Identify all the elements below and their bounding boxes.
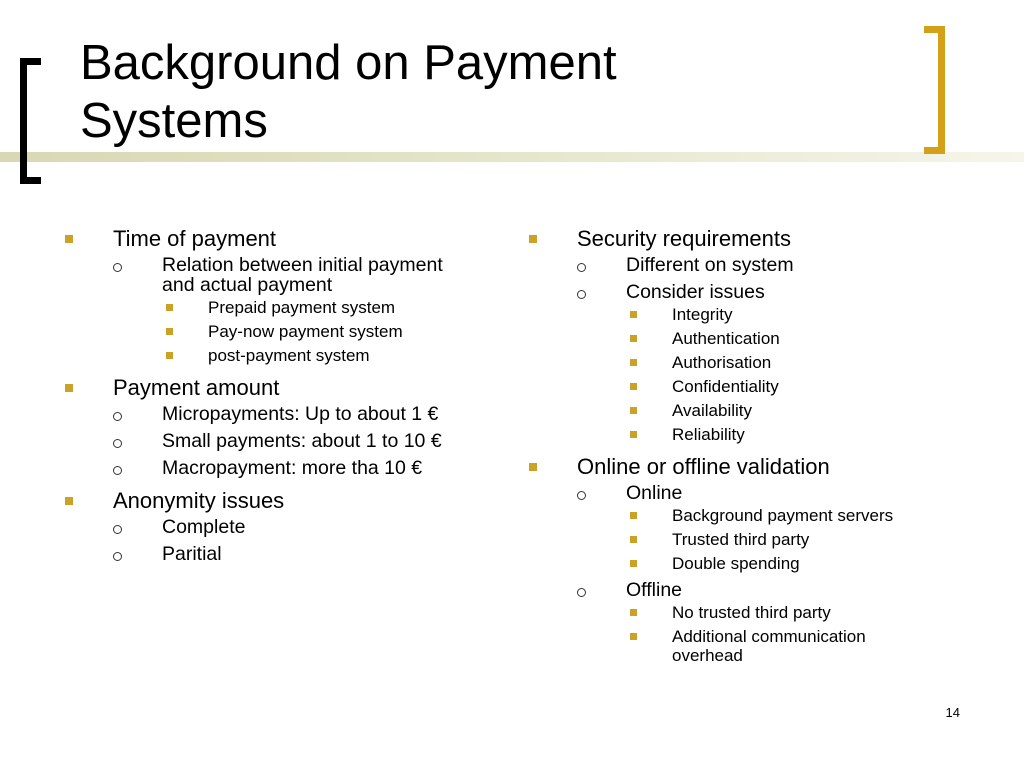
small-square-bullet-icon [630, 311, 637, 318]
sub-sub-bullet-text: Reliability [672, 425, 745, 444]
slide-title: Background on Payment Systems [80, 36, 617, 148]
sub-sub-bullet-item [626, 425, 966, 444]
sub-sub-bullet-item [626, 627, 966, 665]
sub-sub-bullet-text: Trusted third party [672, 530, 810, 549]
sub-sub-bullet-list [626, 603, 966, 665]
sub-sub-bullet-text: Confidentiality [672, 377, 779, 396]
circle-bullet-icon [113, 552, 122, 561]
bullet-item-online-offline-validation [526, 454, 966, 665]
circle-bullet-icon [577, 588, 586, 597]
square-bullet-icon [529, 235, 537, 243]
circle-bullet-icon [113, 263, 122, 272]
circle-bullet-icon [113, 439, 122, 448]
sub-bullet-text: Complete [162, 516, 246, 538]
bullet-text: Time of payment [113, 226, 277, 251]
small-square-bullet-icon [166, 352, 173, 359]
title-accent-band [0, 152, 1024, 162]
sub-sub-bullet-text: Integrity [672, 305, 733, 324]
sub-sub-bullet-text: Availability [672, 401, 753, 420]
small-square-bullet-icon [630, 633, 637, 640]
small-square-bullet-icon [630, 383, 637, 390]
sub-sub-bullet-item [626, 353, 966, 372]
small-square-bullet-icon [630, 431, 637, 438]
sub-sub-bullet-text: Additional communication overhead [672, 627, 866, 665]
square-bullet-icon [65, 497, 73, 505]
sub-bullet-text: Offline [626, 579, 683, 601]
circle-bullet-icon [577, 263, 586, 272]
right-column [526, 226, 966, 665]
left-column [62, 226, 502, 564]
small-square-bullet-icon [630, 407, 637, 414]
sub-sub-bullet-list [162, 298, 502, 365]
sub-bullet-list [113, 517, 502, 564]
sub-sub-bullet-item [626, 377, 966, 396]
bullet-list-left [62, 226, 502, 564]
circle-bullet-icon [113, 525, 122, 534]
circle-bullet-icon [577, 290, 586, 299]
bullet-text: Anonymity issues [113, 488, 285, 513]
square-bullet-icon [65, 384, 73, 392]
square-bullet-icon [65, 235, 73, 243]
sub-bullet-item [577, 255, 966, 275]
bullet-item-payment-amount [62, 375, 502, 478]
sub-bullet-text: Consider issues [626, 281, 765, 303]
sub-bullet-list [113, 255, 502, 365]
bullet-item-anonymity-issues [62, 488, 502, 564]
small-square-bullet-icon [630, 335, 637, 342]
sub-bullet-item [113, 458, 502, 478]
sub-bullet-text: Paritial [162, 543, 222, 565]
right-bracket-decoration [924, 26, 945, 154]
sub-bullet-item [113, 431, 502, 451]
sub-sub-bullet-item [626, 506, 966, 525]
sub-bullet-list [577, 483, 966, 665]
small-square-bullet-icon [630, 359, 637, 366]
circle-bullet-icon [113, 412, 122, 421]
sub-bullet-item [577, 282, 966, 444]
sub-sub-bullet-item [626, 530, 966, 549]
sub-sub-bullet-item [626, 305, 966, 324]
sub-sub-bullet-text: Prepaid payment system [208, 298, 396, 317]
circle-bullet-icon [113, 466, 122, 475]
sub-bullet-text: Different on system [626, 254, 794, 276]
sub-sub-bullet-item [626, 554, 966, 573]
left-bracket-decoration [20, 58, 41, 184]
bullet-text: Payment amount [113, 375, 280, 400]
sub-sub-bullet-text: Double spending [672, 554, 800, 573]
small-square-bullet-icon [166, 328, 173, 335]
sub-bullet-item [113, 544, 502, 564]
sub-bullet-text: Relation between initial payment and actual payment [162, 254, 443, 296]
bullet-list-right [526, 226, 966, 665]
sub-bullet-relation [113, 255, 502, 365]
sub-bullet-text: Micropayments: Up to about 1 € [162, 403, 439, 425]
sub-bullet-offline [577, 580, 966, 665]
small-square-bullet-icon [166, 304, 173, 311]
sub-sub-bullet-text: Authentication [672, 329, 780, 348]
bullet-item-security-requirements [526, 226, 966, 444]
sub-sub-bullet-list [626, 506, 966, 573]
small-square-bullet-icon [630, 512, 637, 519]
sub-sub-bullet-item [162, 346, 502, 365]
small-square-bullet-icon [630, 560, 637, 567]
sub-bullet-text: Online [626, 482, 683, 504]
bullet-item-time-of-payment [62, 226, 502, 365]
bullet-text: Security requirements [577, 226, 791, 251]
sub-bullet-text: Macropayment: more tha 10 € [162, 457, 423, 479]
sub-sub-bullet-item [626, 603, 966, 622]
square-bullet-icon [529, 463, 537, 471]
circle-bullet-icon [577, 491, 586, 500]
sub-bullet-item [113, 404, 502, 424]
small-square-bullet-icon [630, 609, 637, 616]
bullet-text: Online or offline validation [577, 454, 830, 479]
sub-sub-bullet-item [162, 322, 502, 341]
sub-bullet-online [577, 483, 966, 573]
sub-bullet-text: Small payments: about 1 to 10 € [162, 430, 442, 452]
sub-sub-bullet-text: Pay-now payment system [208, 322, 403, 341]
sub-sub-bullet-text: post-payment system [208, 346, 370, 365]
small-square-bullet-icon [630, 536, 637, 543]
sub-sub-bullet-item [626, 401, 966, 420]
sub-sub-bullet-text: No trusted third party [672, 603, 831, 622]
sub-sub-bullet-item [162, 298, 502, 317]
sub-sub-bullet-text: Authorisation [672, 353, 772, 372]
sub-bullet-item [113, 517, 502, 537]
sub-bullet-list [113, 404, 502, 478]
sub-sub-bullet-text: Background payment servers [672, 506, 894, 525]
sub-bullet-list [577, 255, 966, 444]
page-number: 14 [945, 705, 960, 720]
sub-sub-bullet-item [626, 329, 966, 348]
sub-sub-bullet-list [626, 305, 966, 444]
